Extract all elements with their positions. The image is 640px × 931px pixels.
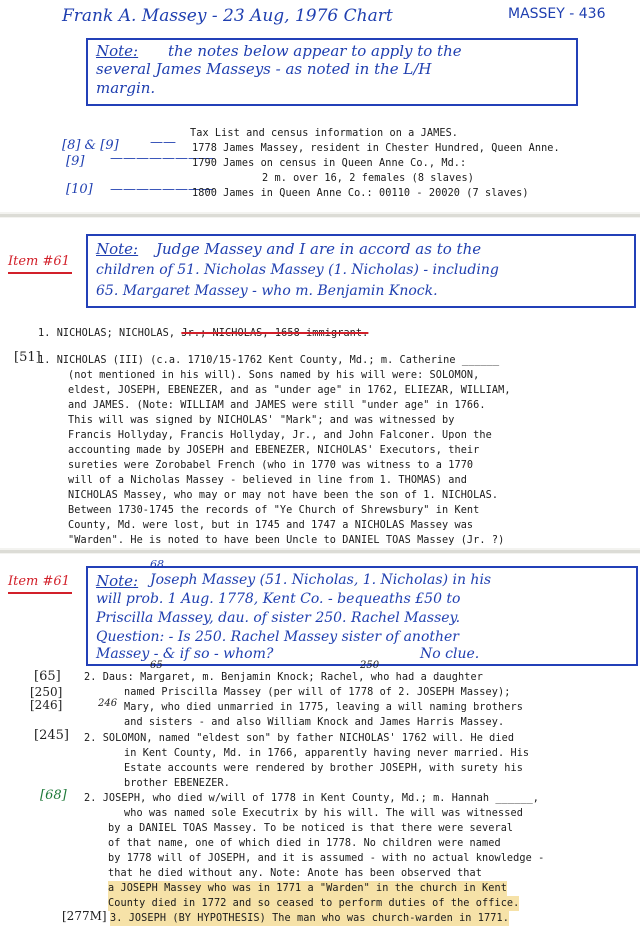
joseph-line-7: a JOSEPH Massey who was in 1771 a "Warden" in the church in Kent xyxy=(108,883,507,894)
nicholas-line-7: accounting made by JOSEPH and EBENEZER, NICHOLAS' Executors, their xyxy=(68,445,480,456)
joseph-line-6: that he died without any. Note: Anote has been observed that xyxy=(108,868,483,879)
header-title: Frank A. Massey - 23 Aug, 1976 Chart xyxy=(62,6,393,26)
note3-num68: 68. xyxy=(150,558,168,571)
solomon-line-1: 2. SOLOMON, named "eldest son" by father NICHOLAS' 1762 will. He died xyxy=(84,733,515,744)
nicholas-line-9: will of a Nicholas Massey - believed in line from 1. THOMAS) and xyxy=(68,475,467,486)
note1-line1: the notes below appear to apply to the xyxy=(168,42,462,60)
tax-arrow-1: —— xyxy=(150,135,176,150)
nicholas-line-10: NICHOLAS Massey, who may or may not have been the son of 1. NICHOLAS. xyxy=(68,490,499,501)
child-ref-245: [245] xyxy=(34,728,69,743)
nicholas-line-1: 1. NICHOLAS (III) (c.a. 1710/15-1762 Kent County, Md.; m. Catherine ______ xyxy=(38,355,500,366)
tax-ref-3: [10] xyxy=(66,182,93,197)
tax-arrow-3: ———————— xyxy=(110,182,214,197)
nicholas-line-11: Between 1730-1745 the records of "Ye Church of Shrewsbury" in Kent xyxy=(68,505,480,516)
child-ref-246: [246] xyxy=(30,698,63,712)
small-num-250: 250 xyxy=(360,660,380,671)
tax-arrow-2: ———————— xyxy=(110,151,214,166)
tax-line-1: 1778 James Massey, resident in Chester Hundred, Queen Anne. xyxy=(192,143,560,154)
nicholas-ref: [51] xyxy=(14,350,41,365)
nicholas-line-5: This will was signed by NICHOLAS' "Mark"; and was witnessed by xyxy=(68,415,455,426)
item61a-label: Item #61 xyxy=(8,254,70,269)
nicholas-heading-struck: Jr.; NICHOLAS, 1658 immigrant. xyxy=(181,328,369,339)
joseph-hypothesis-line: 3. JOSEPH (BY HYPOTHESIS) The man who was church-warden in 1771. xyxy=(110,913,509,924)
nicholas-heading xyxy=(38,326,368,341)
item61b-underline xyxy=(8,592,72,594)
joseph-line-5: by 1778 will of JOSEPH, and it is assumed - with no actual knowledge - xyxy=(108,853,545,864)
nicholas-line-3: eldest, JOSEPH, EBENEZER, and as "under age" in 1762, ELIEZAR, WILLIAM, xyxy=(68,385,511,396)
nicholas-line-8: sureties were Zorobabel French (who in 1770 was witness to a 1770 xyxy=(68,460,474,471)
note1-label: Note: xyxy=(96,42,139,60)
child-ref-277m: [277M] xyxy=(62,909,107,923)
daus-line-4: and sisters - and also William Knock and James Harris Massey. xyxy=(124,717,505,728)
item61a-underline xyxy=(8,272,72,274)
note2-line2: children of 51. Nicholas Massey (1. Nicholas) - including xyxy=(96,262,499,278)
daus-line-1: 2. Daus: Margaret, m. Benjamin Knock; Rachel, who had a daughter xyxy=(84,672,483,683)
tax-intro: Tax List and census information on a JAMES. xyxy=(190,128,459,139)
note3-line1: Joseph Massey (51. Nicholas, 1. Nicholas) in his xyxy=(150,572,492,588)
daus-line-3: Mary, who died unmarried in 1775, leaving a will naming brothers xyxy=(124,702,523,713)
joseph-line-3: by a DANIEL TOAS Massey. To be noticed is that there were several xyxy=(108,823,514,834)
item61b-label: Item #61 xyxy=(8,574,70,589)
nicholas-line-12: County, Md. were lost, but in 1745 and 1747 a NICHOLAS Massey was xyxy=(68,520,474,531)
note2-line3: 65. Margaret Massey - who m. Benjamin Knock. xyxy=(96,283,438,299)
solomon-line-3: Estate accounts were rendered by brother JOSEPH, with surety his xyxy=(124,763,523,774)
small-num-65: 65 xyxy=(150,660,163,671)
note3-line5b: No clue. xyxy=(420,646,480,662)
joseph-line-1: 2. JOSEPH, who died w/will of 1778 in Kent County, Md.; m. Hannah ______, xyxy=(84,793,540,804)
tax-line-2: 1790 James on census in Queen Anne Co., Md.: xyxy=(192,158,467,169)
nicholas-line-6: Francis Hollyday, Francis Hollyday, Jr., and John Falconer. Upon the xyxy=(68,430,492,441)
note1-line2: several James Masseys - as noted in the L/H xyxy=(96,60,432,78)
separator-2 xyxy=(0,550,640,553)
note3-line2: will prob. 1 Aug. 1778, Kent Co. - bequeaths £50 to xyxy=(96,591,461,607)
child-ref-68: [68] xyxy=(40,788,67,803)
tax-line-3: 2 m. over 16, 2 females (8 slaves) xyxy=(262,173,474,184)
separator-1 xyxy=(0,214,640,217)
tax-line-4: 1800 James in Queen Anne Co.: 00110 - 20020 (7 slaves) xyxy=(192,188,529,199)
daus-line-2: named Priscilla Massey (per will of 1778 of 2. JOSEPH Massey); xyxy=(124,687,511,698)
note3-label: Note: xyxy=(96,572,139,590)
nicholas-line-2: (not mentioned in his will). Sons named by his will were: SOLOMON, xyxy=(68,370,480,381)
child-ref-250: [250] xyxy=(30,685,63,699)
nicholas-line-4: and JAMES. (Note: WILLIAM and JAMES were still "under age" in 1766. xyxy=(68,400,486,411)
note3-line5: Massey - & if so - whom? xyxy=(96,646,274,662)
nicholas-line-13: "Warden". He is noted to have been Uncle to DANIEL TOAS Massey (Jr. ?) xyxy=(68,535,505,546)
note3-line3: Priscilla Massey, dau. of sister 250. Rachel Massey. xyxy=(96,610,461,626)
note2-line1: Judge Massey and I are in accord as to the xyxy=(156,240,482,258)
small-num-246: 246 xyxy=(98,698,118,709)
tax-ref-2: [9] xyxy=(66,154,85,169)
joseph-line-4: of that name, one of which died in 1778. No children were named xyxy=(108,838,501,849)
joseph-line-8: County died in 1772 and so ceased to perform duties of the office. xyxy=(108,898,520,909)
file-id: MASSEY - 436 xyxy=(508,6,606,22)
joseph-line-2: who was named sole Executrix by his will. The will was witnessed xyxy=(124,808,523,819)
tax-ref-1: [8] & [9] xyxy=(62,138,119,153)
note2-label: Note: xyxy=(96,240,139,258)
note3-line4: Question: - Is 250. Rachel Massey sister of another xyxy=(96,629,459,645)
child-ref-65: [65] xyxy=(34,669,61,684)
solomon-line-4: brother EBENEZER. xyxy=(124,778,230,789)
nicholas-heading-start: 1. NICHOLAS; NICHOLAS, xyxy=(38,328,182,339)
solomon-line-2: in Kent County, Md. in 1766, apparently having never married. His xyxy=(124,748,530,759)
note1-line3: margin. xyxy=(96,79,156,97)
